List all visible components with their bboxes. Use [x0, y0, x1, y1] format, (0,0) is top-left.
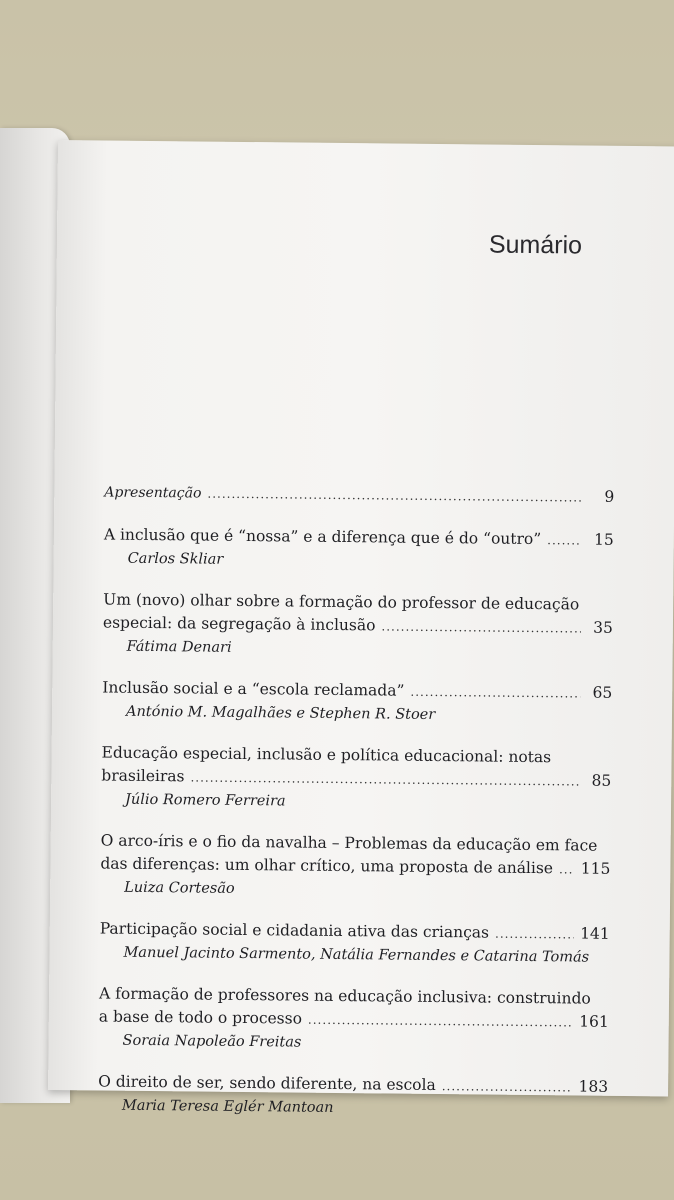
- toc-entry-author: Júlio Romero Ferreira: [125, 791, 286, 810]
- toc-entry-page: 65: [592, 683, 613, 702]
- toc-entry-page: 85: [591, 771, 612, 790]
- toc-entry-title: A inclusão que é “nossa” e a diferença que é do “outro”: [103, 525, 542, 549]
- table-of-contents: [98, 481, 615, 1141]
- toc-entry: [98, 982, 609, 1056]
- toc-entry-title-cont: a base de todo o processo: [98, 1007, 303, 1028]
- toc-entry: [104, 524, 614, 575]
- dot-leader: [547, 529, 582, 552]
- dot-leader: [442, 1075, 573, 1099]
- toc-entry-page: 115: [580, 859, 611, 878]
- toc-entry: [104, 481, 614, 510]
- toc-entry: [100, 829, 611, 903]
- toc-entry-author: Carlos Skliar: [127, 550, 224, 568]
- dot-leader: [559, 858, 575, 881]
- toc-entry: [103, 588, 614, 662]
- toc-entry-title: Participação social e cidadania ativa das crianças: [99, 919, 490, 942]
- toc-entry: [101, 741, 612, 815]
- toc-entry-page: 141: [580, 924, 610, 943]
- toc-entry-title: Um (novo) olhar sobre a formação do professor de educação: [103, 590, 580, 614]
- toc-entry-author: Luiza Cortesão: [124, 879, 235, 897]
- toc-entry-author: Soraia Napoleão Freitas: [122, 1032, 302, 1051]
- toc-entry-title: O arco-íris e o fio da navalha – Problemas da educação em face: [100, 831, 598, 855]
- toc-entry-author: António M. Magalhães e Stephen R. Stoer: [125, 703, 436, 723]
- dot-leader: [308, 1009, 573, 1035]
- toc-entry-title: Inclusão social e a “escola reclamada”: [102, 678, 405, 700]
- dot-leader: [410, 681, 580, 706]
- toc-entry-title: Educação especial, inclusão e política educacional: notas: [101, 743, 552, 767]
- dot-leader: [381, 615, 581, 640]
- page-title: Sumário: [488, 230, 583, 260]
- toc-entry-page: 161: [579, 1012, 609, 1031]
- toc-entry: [98, 1070, 608, 1121]
- toc-entry-author: Manuel Jacinto Sarmento, Natália Fernandes e Catarina Tomás: [123, 944, 590, 966]
- toc-entry-page: 35: [593, 618, 614, 637]
- toc-entry-title: A formação de professores na educação inclusiva: construindo: [98, 984, 591, 1008]
- toc-entry-page: 15: [594, 530, 614, 549]
- toc-entry-page: 183: [578, 1077, 609, 1096]
- toc-entry-author: Maria Teresa Eglér Mantoan: [121, 1097, 334, 1116]
- toc-entry-title-cont: das diferenças: um olhar crítico, uma proposta de análise: [100, 854, 554, 878]
- toc-entry-page: 9: [604, 487, 615, 506]
- toc-entry-author: Fátima Denari: [126, 638, 232, 656]
- toc-entry-title: O direito de ser, sendo diferente, na escola: [98, 1072, 436, 1095]
- toc-entry: [99, 917, 609, 968]
- toc-entry-title-cont: especial: da segregação à inclusão: [102, 613, 376, 635]
- dot-leader: [207, 483, 582, 510]
- toc-entry-title: Apresentação: [104, 484, 202, 502]
- toc-entry: [102, 676, 612, 727]
- dot-leader: [495, 923, 574, 947]
- book-page: [48, 140, 674, 1116]
- toc-entry-title-cont: brasileiras: [101, 766, 185, 786]
